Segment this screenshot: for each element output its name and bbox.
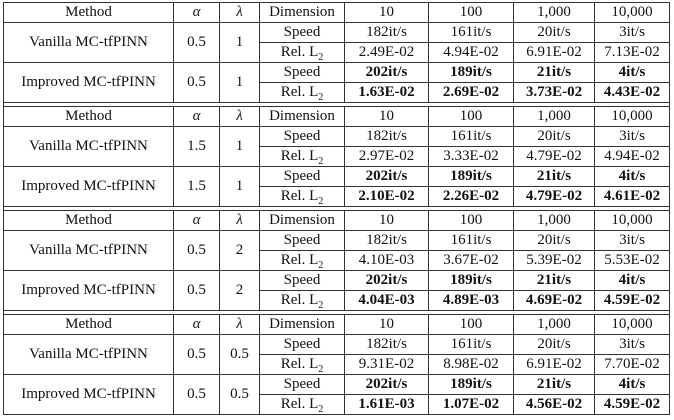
- header-dim-value: 10,000: [595, 211, 670, 231]
- rel-l2-value: 8.98E-02: [429, 355, 514, 375]
- speed-label: Speed: [260, 231, 345, 251]
- speed-value: 21it/s: [514, 167, 595, 187]
- speed-value: 189it/s: [429, 63, 514, 83]
- speed-label: Speed: [260, 375, 345, 395]
- rel-l2-label: [260, 355, 345, 375]
- speed-value: 4it/s: [595, 271, 670, 291]
- speed-label: Speed: [260, 63, 345, 83]
- speed-value: 161it/s: [429, 23, 514, 43]
- header-dim-value: 100: [429, 315, 514, 335]
- rel-l2-subscript: 2: [318, 300, 324, 311]
- header-dimension: Dimension: [260, 107, 345, 127]
- improved-speed-row: [4, 63, 670, 83]
- rel-l2-value: 3.73E-02: [514, 83, 595, 103]
- speed-value: 161it/s: [429, 127, 514, 147]
- rel-l2-value: 6.91E-02: [514, 355, 595, 375]
- header-lambda: λ: [220, 315, 260, 335]
- alpha-value: 0.5: [174, 335, 220, 375]
- rel-l2-text: Rel. L: [280, 188, 319, 204]
- rel-l2-value: 2.49E-02: [345, 43, 429, 63]
- speed-value: 182it/s: [345, 231, 429, 251]
- lambda-value: 0.5: [220, 335, 260, 375]
- rel-l2-subscript: 2: [318, 196, 324, 207]
- method-name: Improved MC-tfPINN: [4, 271, 174, 311]
- method-name: Vanilla MC-tfPINN: [4, 127, 174, 167]
- rel-l2-value: 3.67E-02: [429, 251, 514, 271]
- header-row: [4, 107, 670, 127]
- header-row: [4, 3, 670, 23]
- speed-value: 3it/s: [595, 127, 670, 147]
- vanilla-speed-row: [4, 23, 670, 43]
- header-dimension: Dimension: [260, 211, 345, 231]
- rel-l2-value: 4.94E-02: [595, 147, 670, 167]
- speed-value: 182it/s: [345, 335, 429, 355]
- speed-value: 202it/s: [345, 167, 429, 187]
- lambda-value: 1: [220, 167, 260, 207]
- header-row: [4, 315, 670, 335]
- speed-value: 20it/s: [514, 231, 595, 251]
- rel-l2-subscript: 2: [318, 364, 324, 375]
- rel-l2-value: 1.63E-02: [345, 83, 429, 103]
- improved-speed-row: [4, 375, 670, 395]
- rel-l2-subscript: 2: [318, 52, 324, 63]
- rel-l2-text: Rel. L: [280, 44, 319, 60]
- alpha-value: 1.5: [174, 127, 220, 167]
- header-dim-value: 1,000: [514, 107, 595, 127]
- rel-l2-text: Rel. L: [280, 356, 319, 372]
- header-method: Method: [4, 107, 174, 127]
- header-alpha: α: [174, 211, 220, 231]
- rel-l2-value: 7.13E-02: [595, 43, 670, 63]
- speed-value: 3it/s: [595, 231, 670, 251]
- results-table: [3, 2, 670, 415]
- method-name: Vanilla MC-tfPINN: [4, 335, 174, 375]
- rel-l2-value: 4.59E-02: [595, 395, 670, 415]
- speed-value: 4it/s: [595, 375, 670, 395]
- header-alpha: α: [174, 3, 220, 23]
- rel-l2-text: Rel. L: [280, 292, 319, 308]
- speed-value: 202it/s: [345, 271, 429, 291]
- rel-l2-value: 1.61E-03: [345, 395, 429, 415]
- alpha-value: 0.5: [174, 63, 220, 103]
- results-table-container: [3, 2, 669, 415]
- speed-value: 182it/s: [345, 127, 429, 147]
- header-dimension: Dimension: [260, 315, 345, 335]
- rel-l2-text: Rel. L: [280, 252, 319, 268]
- alpha-value: 0.5: [174, 375, 220, 415]
- header-dim-value: 1,000: [514, 211, 595, 231]
- method-name: Vanilla MC-tfPINN: [4, 23, 174, 63]
- rel-l2-value: 2.69E-02: [429, 83, 514, 103]
- lambda-value: 1: [220, 127, 260, 167]
- header-lambda: λ: [220, 3, 260, 23]
- rel-l2-value: 4.10E-03: [345, 251, 429, 271]
- header-alpha: α: [174, 107, 220, 127]
- speed-value: 189it/s: [429, 271, 514, 291]
- rel-l2-value: 4.89E-03: [429, 291, 514, 311]
- header-alpha: α: [174, 315, 220, 335]
- rel-l2-value: 4.56E-02: [514, 395, 595, 415]
- rel-l2-value: 4.59E-02: [595, 291, 670, 311]
- rel-l2-text: Rel. L: [280, 396, 319, 412]
- rel-l2-text: Rel. L: [280, 148, 319, 164]
- rel-l2-value: 7.70E-02: [595, 355, 670, 375]
- rel-l2-label: [260, 43, 345, 63]
- speed-value: 202it/s: [345, 375, 429, 395]
- rel-l2-value: 4.79E-02: [514, 147, 595, 167]
- rel-l2-label: [260, 251, 345, 271]
- rel-l2-text: Rel. L: [280, 84, 319, 100]
- rel-l2-subscript: 2: [318, 156, 324, 167]
- header-dim-value: 10,000: [595, 3, 670, 23]
- header-dim-value: 10,000: [595, 107, 670, 127]
- lambda-value: 1: [220, 23, 260, 63]
- header-dim-value: 10: [345, 211, 429, 231]
- alpha-value: 1.5: [174, 167, 220, 207]
- speed-value: 20it/s: [514, 23, 595, 43]
- speed-label: Speed: [260, 335, 345, 355]
- rel-l2-value: 3.33E-02: [429, 147, 514, 167]
- rel-l2-value: 4.43E-02: [595, 83, 670, 103]
- rel-l2-value: 1.07E-02: [429, 395, 514, 415]
- speed-value: 20it/s: [514, 335, 595, 355]
- speed-label: Speed: [260, 23, 345, 43]
- rel-l2-label: [260, 83, 345, 103]
- rel-l2-value: 2.10E-02: [345, 187, 429, 207]
- header-method: Method: [4, 211, 174, 231]
- header-method: Method: [4, 315, 174, 335]
- header-dim-value: 10,000: [595, 315, 670, 335]
- rel-l2-label: [260, 147, 345, 167]
- header-dimension: Dimension: [260, 3, 345, 23]
- results-table-body: [4, 3, 670, 415]
- vanilla-speed-row: [4, 231, 670, 251]
- speed-value: 161it/s: [429, 335, 514, 355]
- rel-l2-subscript: 2: [318, 260, 324, 271]
- improved-speed-row: [4, 167, 670, 187]
- header-lambda: λ: [220, 107, 260, 127]
- header-method: Method: [4, 3, 174, 23]
- speed-value: 21it/s: [514, 63, 595, 83]
- speed-value: 20it/s: [514, 127, 595, 147]
- rel-l2-value: 4.94E-02: [429, 43, 514, 63]
- method-name: Improved MC-tfPINN: [4, 167, 174, 207]
- rel-l2-label: [260, 395, 345, 415]
- speed-label: Speed: [260, 271, 345, 291]
- rel-l2-value: 9.31E-02: [345, 355, 429, 375]
- header-dim-value: 100: [429, 107, 514, 127]
- lambda-value: 1: [220, 63, 260, 103]
- method-name: Improved MC-tfPINN: [4, 63, 174, 103]
- rel-l2-subscript: 2: [318, 92, 324, 103]
- speed-value: 3it/s: [595, 335, 670, 355]
- rel-l2-label: [260, 291, 345, 311]
- header-dim-value: 10: [345, 3, 429, 23]
- header-dim-value: 10: [345, 107, 429, 127]
- rel-l2-value: 4.61E-02: [595, 187, 670, 207]
- speed-value: 189it/s: [429, 375, 514, 395]
- speed-value: 161it/s: [429, 231, 514, 251]
- speed-value: 21it/s: [514, 375, 595, 395]
- rel-l2-value: 6.91E-02: [514, 43, 595, 63]
- speed-value: 189it/s: [429, 167, 514, 187]
- rel-l2-value: 4.79E-02: [514, 187, 595, 207]
- rel-l2-label: [260, 187, 345, 207]
- method-name: Vanilla MC-tfPINN: [4, 231, 174, 271]
- vanilla-speed-row: [4, 335, 670, 355]
- header-lambda: λ: [220, 211, 260, 231]
- header-dim-value: 100: [429, 211, 514, 231]
- speed-value: 182it/s: [345, 23, 429, 43]
- header-row: [4, 211, 670, 231]
- header-dim-value: 100: [429, 3, 514, 23]
- header-dim-value: 10: [345, 315, 429, 335]
- lambda-value: 2: [220, 231, 260, 271]
- header-dim-value: 1,000: [514, 315, 595, 335]
- speed-value: 3it/s: [595, 23, 670, 43]
- rel-l2-value: 4.69E-02: [514, 291, 595, 311]
- speed-value: 21it/s: [514, 271, 595, 291]
- alpha-value: 0.5: [174, 23, 220, 63]
- header-dim-value: 1,000: [514, 3, 595, 23]
- method-name: Improved MC-tfPINN: [4, 375, 174, 415]
- speed-label: Speed: [260, 127, 345, 147]
- vanilla-speed-row: [4, 127, 670, 147]
- lambda-value: 2: [220, 271, 260, 311]
- speed-value: 4it/s: [595, 167, 670, 187]
- rel-l2-subscript: 2: [318, 404, 324, 415]
- rel-l2-value: 4.04E-03: [345, 291, 429, 311]
- speed-label: Speed: [260, 167, 345, 187]
- improved-speed-row: [4, 271, 670, 291]
- lambda-value: 0.5: [220, 375, 260, 415]
- alpha-value: 0.5: [174, 271, 220, 311]
- rel-l2-value: 5.39E-02: [514, 251, 595, 271]
- alpha-value: 0.5: [174, 231, 220, 271]
- rel-l2-value: 2.26E-02: [429, 187, 514, 207]
- speed-value: 202it/s: [345, 63, 429, 83]
- speed-value: 4it/s: [595, 63, 670, 83]
- rel-l2-value: 2.97E-02: [345, 147, 429, 167]
- rel-l2-value: 5.53E-02: [595, 251, 670, 271]
